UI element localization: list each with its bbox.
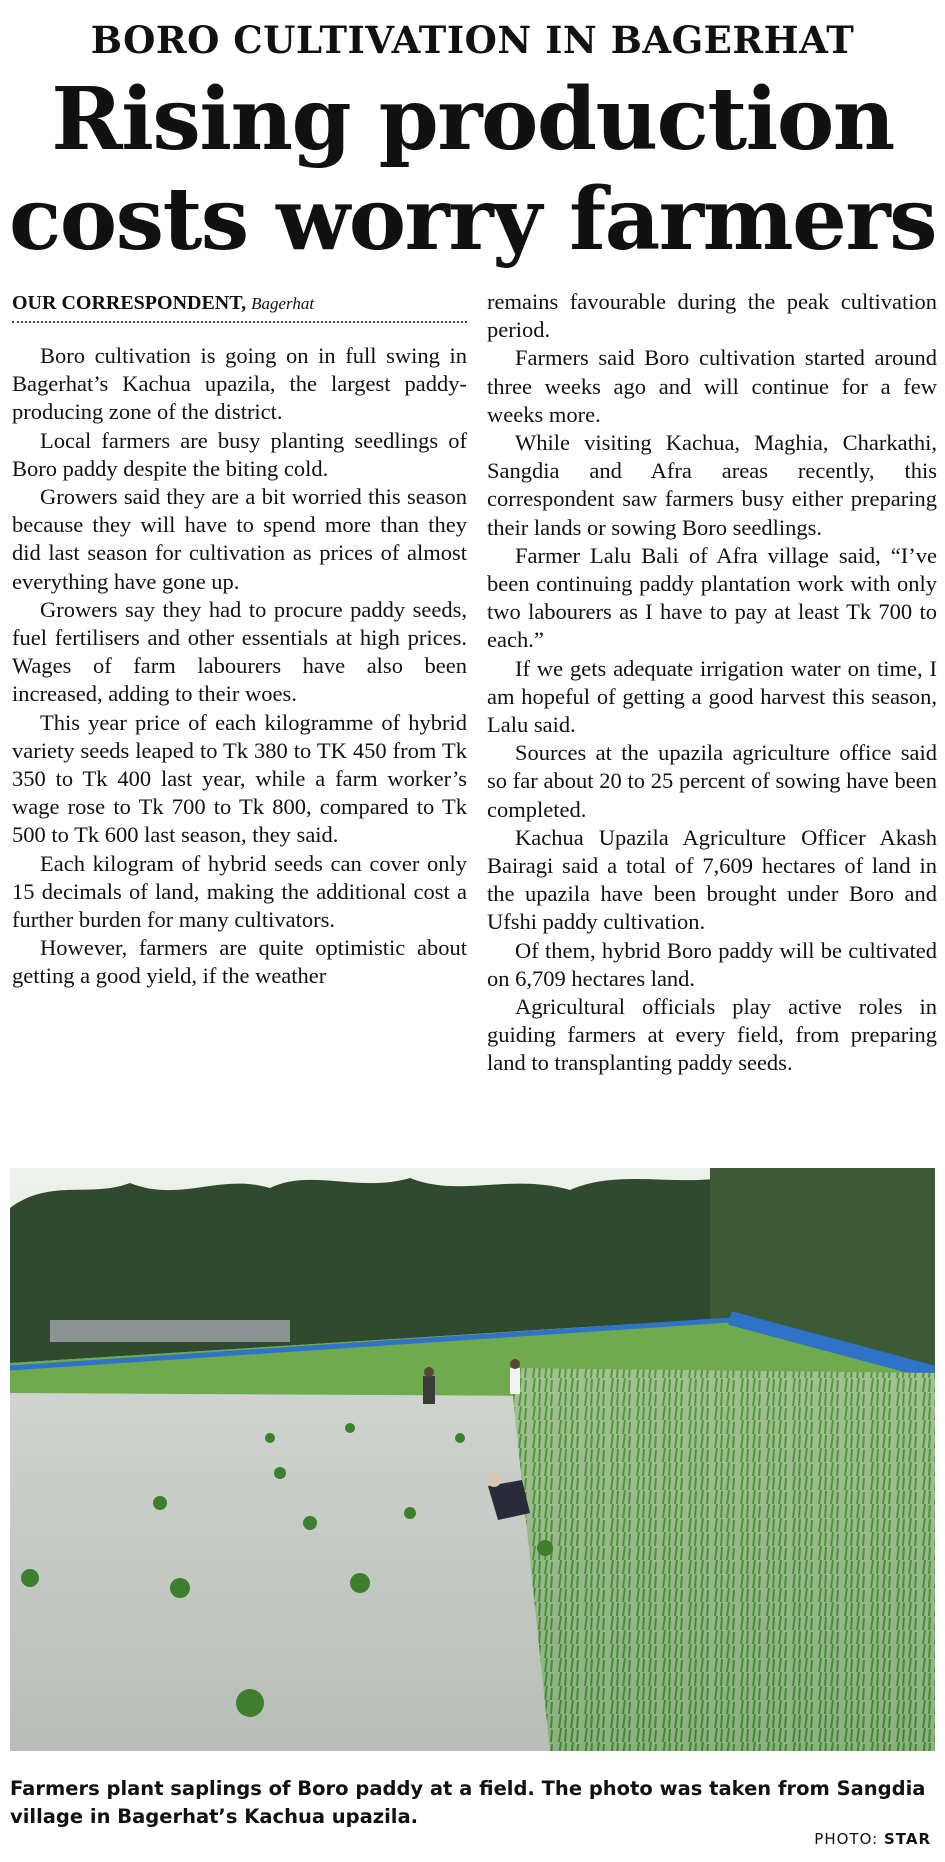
- paragraph: Agricultural officials play active roles in guiding farmers at every field, from preparing land to transplanting paddy seeds.: [487, 994, 937, 1076]
- paragraph: Kachua Upazila Agriculture Officer Akash Bairagi said a total of 7,609 hectares of land in the upazila have been brought under Boro and Ufshi paddy cultivation.: [487, 824, 937, 935]
- paragraph: Growers said they are a bit worried this season because they will have to spend more than they did last season for cultivation as prices of almost everything have gone up.: [12, 484, 467, 594]
- article-headline: [0, 70, 945, 270]
- paragraph: Farmer Lalu Bali of Afra village said, “I’ve been continuing paddy plantation work with only two labourers as I have to pay at least Tk 700 to each.”: [487, 542, 937, 653]
- paddy-tint: [510, 1368, 935, 1751]
- article-column-right: [487, 288, 937, 1078]
- paragraph: Growers say they had to procure paddy seeds, fuel fertilisers and other essentials at high prices. Wages of farm labourers have also been increased, adding to their woes.: [12, 596, 467, 707]
- photo-credit-source: STAR: [883, 1830, 931, 1848]
- photo-caption: Farmers plant saplings of Boro paddy at a field. The photo was taken from Sangdia village in Bagerhat’s Kachua upazila.: [10, 1777, 926, 1828]
- photo-credit: [814, 1830, 931, 1848]
- photo-credit-label: PHOTO:: [814, 1830, 879, 1848]
- headline-line-2: costs worry farmers: [8, 169, 937, 270]
- paragraph: Of them, hybrid Boro paddy will be cultivated on 6,709 hectares land.: [487, 937, 937, 991]
- paragraph: While visiting Kachua, Maghia, Charkathi, Sangdia and Afra areas recently, this correspondent saw farmers busy either preparing their lands or sowing Boro seedlings.: [487, 430, 937, 540]
- paragraph: If we gets adequate irrigation water on time, I am hopeful of getting a good harvest this season, Lalu said.: [487, 655, 937, 738]
- paragraph: This year price of each kilogramme of hybrid variety seeds leaped to Tk 380 to TK 450 from Tk 350 to Tk 400 last year, while a farm worker’s wage rose to Tk 700 to Tk 800, compared to Tk 500 to Tk 600 last season, they said.: [12, 709, 467, 848]
- paragraph: Farmers said Boro cultivation started around three weeks ago and will continue for a few weeks more.: [487, 345, 937, 427]
- article-kicker: BORO CULTIVATION IN BAGERHAT: [90, 18, 855, 62]
- farm-shed: [50, 1320, 290, 1342]
- paragraph-continuation: remains favourable during the peak cultivation period.: [487, 289, 937, 343]
- paragraph: Sources at the upazila agriculture office said so far about 20 to 25 percent of sowing have been completed.: [487, 740, 937, 822]
- byline-name: OUR CORRESPONDENT,: [12, 292, 247, 314]
- headline-line-1: Rising production: [51, 69, 894, 170]
- paddy-field-illustration: [10, 1168, 935, 1751]
- paragraph: Each kilogram of hybrid seeds can cover only 15 decimals of land, making the additional cost a further burden for many cultivators.: [12, 850, 467, 933]
- paragraph: Local farmers are busy planting seedlings of Boro paddy despite the biting cold.: [12, 427, 467, 481]
- article-column-left: [12, 342, 467, 991]
- article-byline: [12, 290, 467, 323]
- byline-location: Bagerhat: [251, 294, 315, 313]
- paragraph: Boro cultivation is going on in full swing in Bagerhat’s Kachua upazila, the largest paddy-producing zone of the district.: [12, 343, 467, 425]
- article-photo: [10, 1168, 935, 1751]
- paragraph: However, farmers are quite optimistic about getting a good yield, if the weather: [12, 935, 467, 989]
